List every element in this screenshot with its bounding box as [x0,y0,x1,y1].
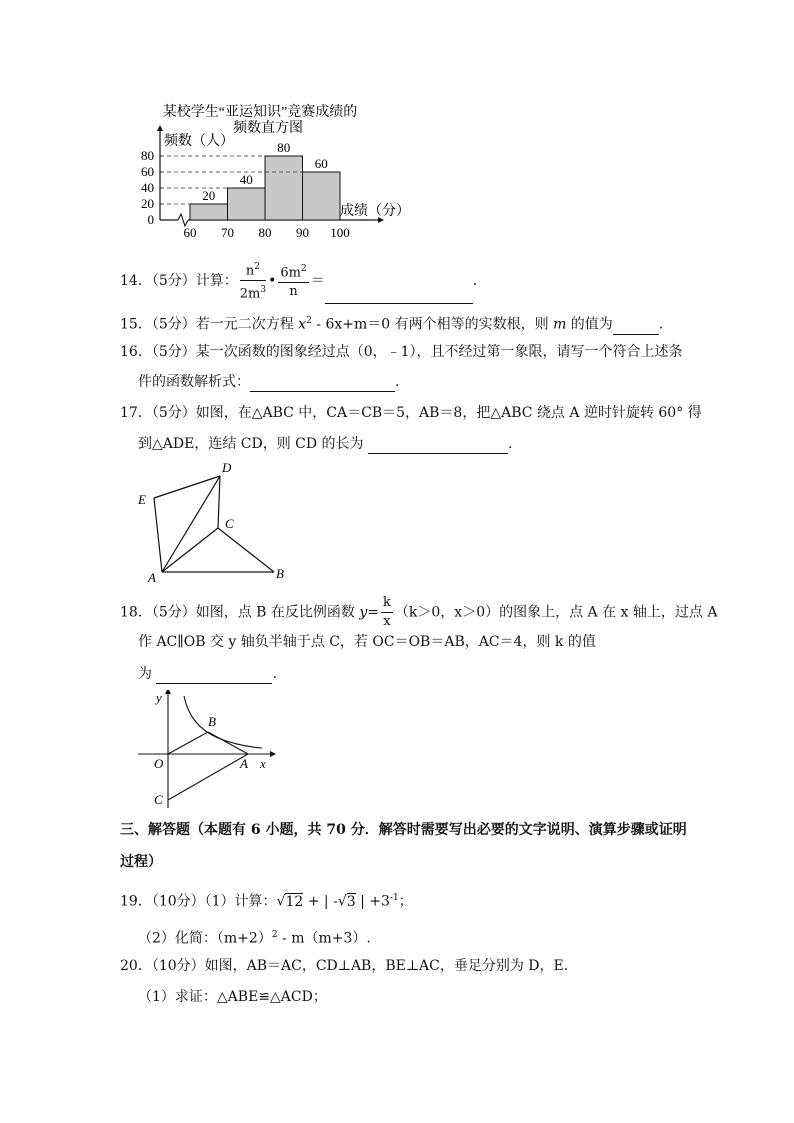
segment-ED [154,476,220,498]
y-tick-label: 40 [141,180,154,195]
answer-blank[interactable] [368,439,508,454]
section-3-heading-line-2: 过程） [120,854,162,870]
segment-CB [218,528,274,572]
point-label-E: E [138,492,146,507]
point-label-D: D [222,460,232,475]
histogram-chart [130,98,420,243]
point-label-B: B [208,714,216,729]
answer-blank[interactable] [250,377,395,392]
y-tick-label: 20 [141,196,154,211]
segment-AD [162,476,220,572]
x-tick-label: 80 [258,225,272,240]
axis-label-x: x [260,756,266,771]
bar-data-label: 80 [277,140,291,155]
chart-subtitle: 频数直方图 [233,121,303,136]
question-18-line-2: 作 AC∥OB 交 y 轴负半轴于点 C，若 OC＝OB＝AB，AC＝4，则 k 的值 [138,634,596,650]
answer-blank[interactable] [156,669,272,684]
question-20-line-2: （1）求证：△ABE≌△ACD； [138,989,327,1005]
y-axis-arrow [157,125,163,131]
question-14: 14．（5分）计算： $\frac{n^2}{2m^3}$ • $\frac{6m^2}{n}$ ＝ . [120,258,477,304]
question-15: 15．（5分）若一元二次方程 $x^2 - 6x+m=0$ 有两个相等的实数根，则 m 的值为 . [120,316,664,333]
question-19-line-2: （2）化简：$(m+2)^2 - m(m+3)$. [138,930,371,947]
section-3-heading-line-1: 三、解答题（本题有 6 小题，共 70 分．解答时需要写出必要的文字说明、演算步骤或证明 [120,822,687,838]
answer-blank[interactable] [613,320,659,335]
segment-OB [168,732,208,754]
question-16-line-2: 件的函数解析式： . [138,374,400,390]
question-17-line-1: 17．（5分）如图，在△ABC 中，CA＝CB＝5，AB＝8，把△ABC 绕点 A 逆时针旋转 60° 得 [120,405,702,421]
segment-AE [154,498,162,572]
point-label-C: C [225,516,234,531]
fraction-1: $\frac{n^2}{2m^3}$ [240,258,266,304]
x-tick-label: 100 [330,225,350,240]
x-axis-label: 成绩（分） [340,204,410,219]
bar-70-80 [228,188,266,220]
point-label-B: B [276,566,284,581]
point-label-A: A [148,570,156,585]
question-19-line-1: 19．（10分）（1）计算：√12 + | -√3 | $+3^{-1}$； [120,893,413,910]
question-17-line-2: 到△ADE，连结 CD，则 CD 的长为 . [138,436,513,452]
chart-title: 某校学生“亚运知识”竞赛成绩的 [162,105,358,120]
segment-BA [208,732,248,754]
y-tick-label: 80 [141,148,154,163]
bar-data-label: 60 [314,156,328,171]
x-tick-label: 90 [296,225,309,240]
y-tick-label: 60 [141,164,154,179]
point-label-O: O [154,756,164,771]
x-tick-label: 70 [221,225,234,240]
sqrt-12: √12 [276,893,304,910]
segment-DC [218,476,220,528]
question-18-line-1: 18．（5分）如图，点 B 在反比例函数 y= $\frac{k}{x}$ （k＞0，x＞0）的图象上，点 A 在 x 轴上，过点 A [120,595,718,629]
y-axis-label: 频数（人） [164,134,234,149]
bar-data-label: 40 [239,172,253,187]
point-label-A: A [240,756,248,771]
figure-17 [130,458,300,586]
y-tick-label: 0 [147,212,154,227]
question-20-line-1: 20．（10分）如图，AB＝AC，CD⊥AB，BE⊥AC，垂足分别为 D，E. [120,958,569,974]
figure-18 [138,690,278,812]
point-label-C: C [154,792,163,807]
segment-AC [162,528,218,572]
axis-label-y: y [156,690,162,705]
fraction-k-over-x: $\frac{k}{x}$ [383,595,391,629]
question-18-line-3: 为 . [138,666,277,682]
bar-80-90 [265,156,303,220]
answer-blank[interactable] [325,289,473,304]
x-tick-label: 60 [183,225,197,240]
segment-AC [168,754,248,800]
bar-90-100 [303,172,341,220]
bar-60-70 [190,204,228,220]
question-16-line-1: 16．（5分）某一次函数的图象经过点（0，﹣1），且不经过第一象限，请写一个符合上述条 [120,344,683,360]
bar-data-label: 20 [202,188,216,203]
fraction-2: $\frac{6m^2}{n}$ [278,260,308,301]
sqrt-3: √3 [337,893,356,910]
